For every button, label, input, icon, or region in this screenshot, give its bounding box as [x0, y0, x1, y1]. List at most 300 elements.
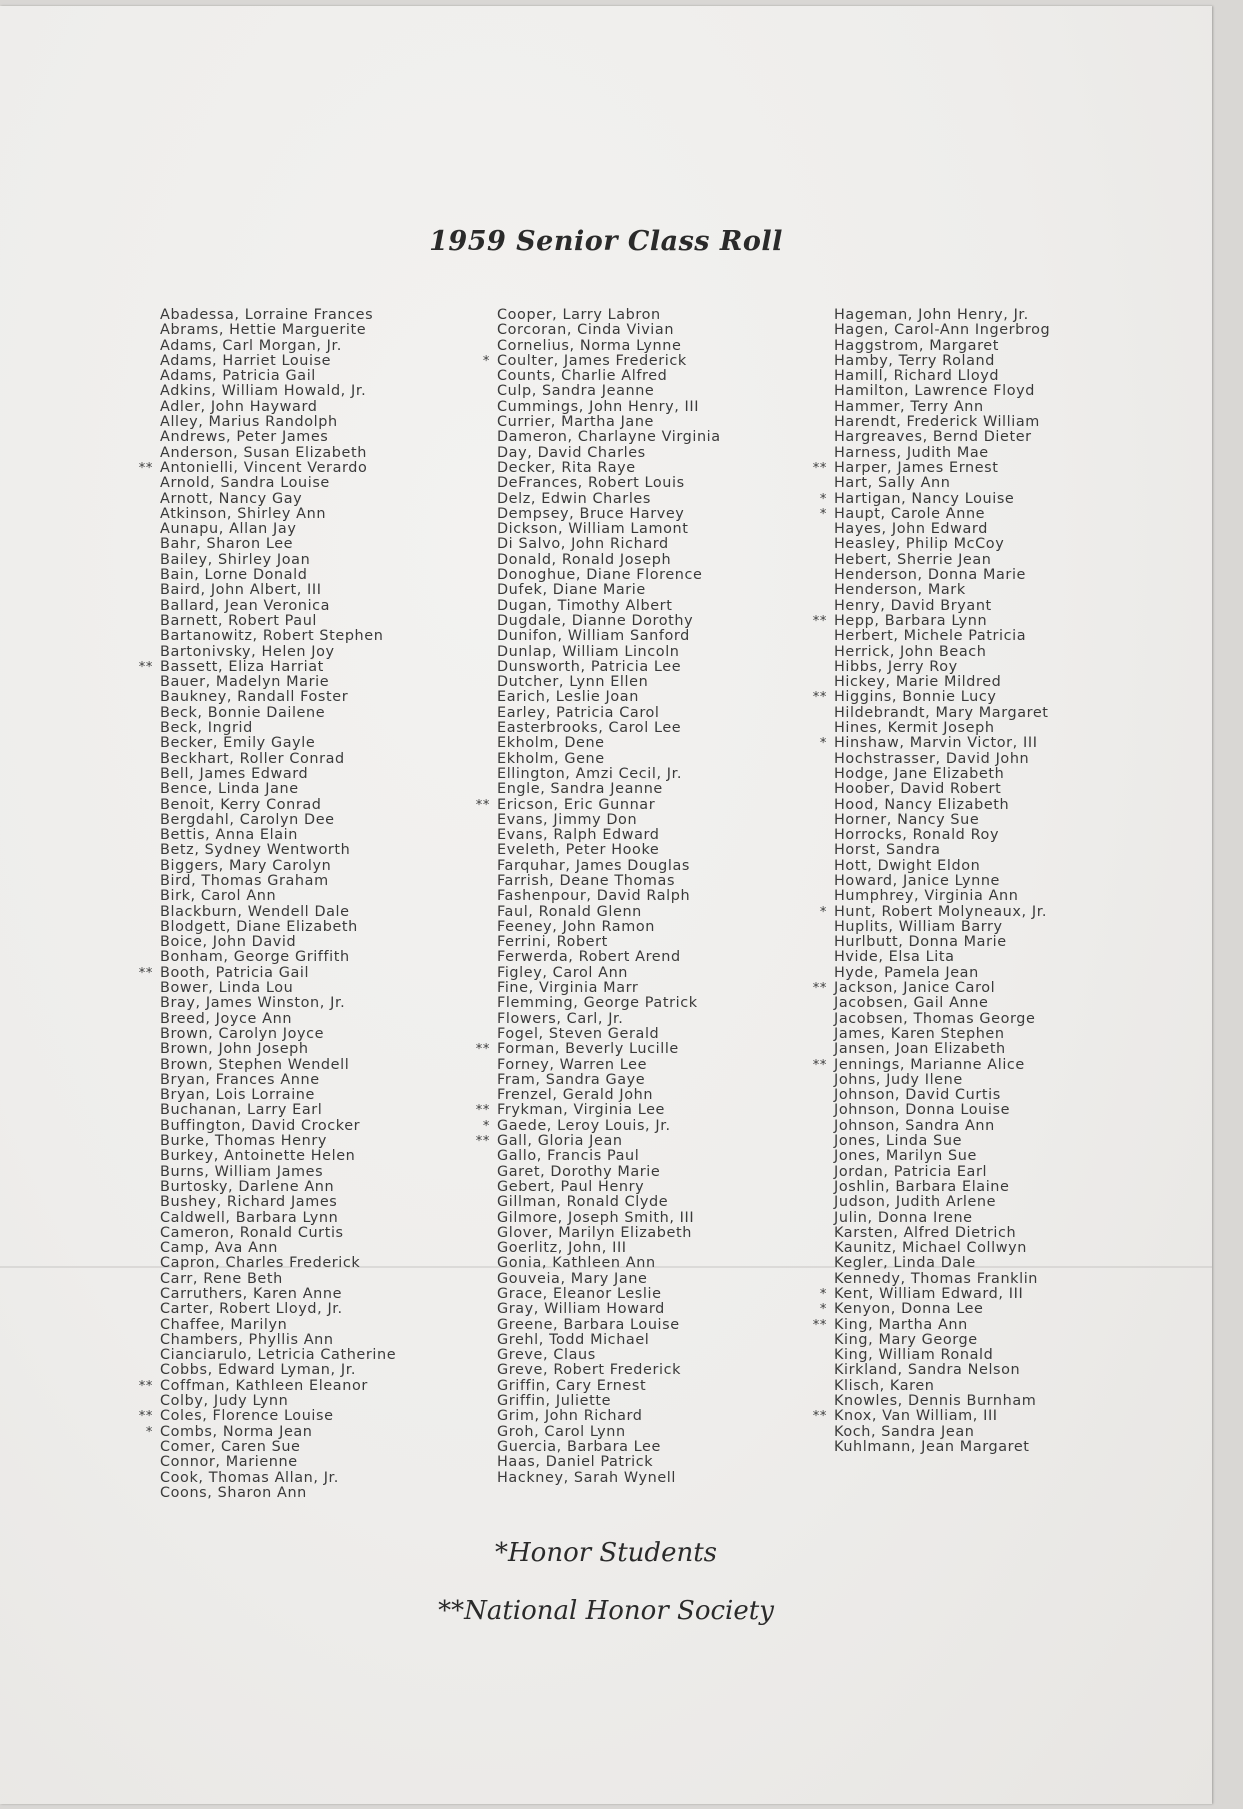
student-name: Jansen, Joan Elizabeth — [834, 1041, 1006, 1058]
student-entry — [160, 859, 396, 874]
student-entry — [160, 629, 396, 644]
student-entry — [834, 767, 1050, 782]
student-entry — [497, 1256, 721, 1271]
student-name: Knox, Van William, III — [834, 1408, 998, 1425]
student-entry — [160, 1272, 396, 1287]
student-entry — [160, 1195, 396, 1210]
student-name: Horner, Nancy Sue — [834, 811, 980, 828]
student-name: Colby, Judy Lynn — [160, 1393, 289, 1410]
student-entry — [497, 384, 721, 399]
student-entry — [497, 752, 721, 767]
student-name: Hamilton, Lawrence Floyd — [834, 383, 1036, 400]
student-name: Dufek, Diane Marie — [497, 582, 646, 599]
student-entry — [497, 721, 721, 736]
student-name: DeFrances, Robert Louis — [497, 475, 685, 492]
student-name: Hildebrandt, Mary Margaret — [834, 704, 1049, 721]
student-name: Hibbs, Jerry Roy — [834, 658, 958, 675]
student-name: Cianciarulo, Letricia Catherine — [160, 1347, 397, 1364]
student-entry — [834, 1226, 1050, 1241]
student-entry — [812, 612, 1050, 629]
student-name: Bain, Lorne Donald — [160, 567, 308, 584]
student-name: Kaunitz, Michael Collwyn — [834, 1240, 1027, 1257]
student-name: Cornelius, Norma Lynne — [497, 337, 682, 354]
student-name: Buchanan, Larry Earl — [160, 1102, 323, 1119]
honor-mark: ** — [812, 690, 827, 706]
student-entry — [160, 1211, 396, 1226]
student-name: Bergdahl, Carolyn Dee — [160, 811, 335, 828]
student-entry — [497, 1149, 721, 1164]
honor-mark: * — [819, 506, 827, 522]
student-entry — [497, 843, 721, 858]
student-entry — [160, 599, 396, 614]
student-entry — [160, 354, 396, 369]
student-entry — [834, 446, 1050, 461]
student-entry — [138, 1377, 396, 1394]
student-entry — [497, 476, 721, 491]
student-name: Dutcher, Lynn Ellen — [497, 674, 649, 691]
student-name: Koch, Sandra Jean — [834, 1423, 975, 1440]
student-entry — [497, 660, 721, 675]
student-name: Earich, Leslie Joan — [497, 689, 639, 706]
student-entry — [160, 1058, 396, 1073]
name-column-2 — [475, 307, 721, 1486]
student-name: Fine, Virginia Marr — [497, 980, 639, 997]
student-name: Burtosky, Darlene Ann — [160, 1178, 335, 1195]
student-name: Gouveia, Mary Jane — [497, 1270, 648, 1287]
student-entry — [160, 476, 396, 491]
student-name: Alley, Marius Randolph — [160, 414, 338, 431]
student-name: Henry, David Bryant — [834, 597, 992, 614]
student-name: Carruthers, Karen Anne — [160, 1286, 343, 1302]
student-entry — [834, 384, 1050, 399]
student-name: Hamby, Terry Roland — [834, 352, 995, 369]
legend-honor-students: *Honor Students — [495, 1538, 717, 1568]
student-entry — [834, 354, 1050, 369]
student-name: Dugdale, Dianne Dorothy — [497, 612, 694, 629]
name-column-3 — [812, 307, 1051, 1455]
student-entry — [497, 1058, 721, 1073]
student-name: Hargreaves, Bernd Dieter — [834, 429, 1032, 446]
student-entry — [475, 796, 721, 813]
student-name: Hartigan, Nancy Louise — [834, 490, 1015, 507]
student-name: Jacobsen, Thomas George — [834, 1010, 1036, 1027]
student-name: Greve, Robert Frederick — [497, 1362, 682, 1379]
student-name: Decker, Rita Raye — [497, 459, 636, 476]
student-entry — [160, 767, 396, 782]
honor-mark: * — [819, 1302, 827, 1318]
student-entry — [160, 843, 396, 858]
student-entry — [834, 537, 1050, 552]
honor-mark: ** — [138, 659, 153, 675]
student-entry — [497, 1027, 721, 1042]
student-name: Hickey, Marie Mildred — [834, 674, 1002, 691]
student-entry — [497, 446, 721, 461]
student-entry — [138, 1408, 396, 1425]
student-entry — [138, 964, 396, 981]
student-entry — [834, 675, 1050, 690]
name-column-1 — [138, 307, 397, 1501]
student-entry — [160, 1134, 396, 1149]
student-name: Farquhar, James Douglas — [497, 857, 690, 874]
student-entry — [497, 583, 721, 598]
honor-mark: ** — [138, 460, 153, 476]
student-name: Judson, Judith Arlene — [834, 1194, 997, 1211]
student-entry — [834, 1333, 1050, 1348]
student-entry — [834, 629, 1050, 644]
student-entry — [834, 476, 1050, 491]
honor-mark: ** — [475, 1134, 490, 1150]
student-entry — [160, 1180, 396, 1195]
student-name: Carr, Rene Beth — [160, 1270, 283, 1287]
student-name: Anderson, Susan Elizabeth — [160, 444, 367, 461]
student-name: Hackney, Sarah Wynell — [497, 1469, 676, 1486]
student-name: Gaede, Leroy Louis, Jr. — [497, 1117, 671, 1134]
student-name: Glover, Marilyn Elizabeth — [497, 1224, 692, 1241]
honor-mark: ** — [475, 1103, 490, 1119]
student-name: Forney, Warren Lee — [497, 1056, 648, 1073]
student-name: Andrews, Peter James — [160, 429, 329, 446]
student-entry — [497, 859, 721, 874]
student-name: Frykman, Virginia Lee — [497, 1102, 666, 1119]
student-entry — [834, 323, 1050, 338]
student-entry — [834, 1394, 1050, 1409]
student-entry — [834, 1103, 1050, 1118]
student-name: Aunapu, Allan Jay — [160, 521, 297, 538]
student-entry — [834, 1088, 1050, 1103]
honor-mark: ** — [812, 460, 827, 476]
student-name: Cook, Thomas Allan, Jr. — [160, 1469, 339, 1486]
student-entry — [497, 950, 721, 965]
student-name: Coles, Florence Louise — [160, 1408, 334, 1425]
student-entry — [160, 721, 396, 736]
student-name: Flemming, George Patrick — [497, 995, 698, 1012]
student-name: Bahr, Sharon Lee — [160, 536, 294, 553]
student-name: Hunt, Robert Molyneaux, Jr. — [834, 903, 1048, 920]
student-name: Evans, Ralph Edward — [497, 827, 660, 844]
student-name: Ferrini, Robert — [497, 934, 608, 951]
student-entry — [834, 1256, 1050, 1271]
student-name: Betz, Sydney Wentworth — [160, 842, 351, 859]
student-name: Farrish, Deane Thomas — [497, 872, 676, 889]
student-entry — [160, 905, 396, 920]
student-name: Dunsworth, Patricia Lee — [497, 658, 682, 675]
student-entry — [497, 599, 721, 614]
student-name: Gebert, Paul Henry — [497, 1178, 645, 1195]
honor-mark: * — [145, 1424, 153, 1440]
student-entry — [160, 1042, 396, 1057]
student-entry — [160, 384, 396, 399]
student-entry — [834, 583, 1050, 598]
student-name: Dempsey, Bruce Harvey — [497, 505, 685, 522]
student-name: Adams, Harriet Louise — [160, 352, 332, 369]
student-entry — [819, 490, 1050, 507]
student-name: Fogel, Steven Gerald — [497, 1025, 660, 1042]
student-entry — [160, 507, 396, 522]
student-name: King, Mary George — [834, 1331, 978, 1348]
student-entry — [160, 874, 396, 889]
student-entry — [160, 1471, 396, 1486]
student-entry — [160, 1394, 396, 1409]
student-entry — [497, 339, 721, 354]
student-name: Adler, John Hayward — [160, 398, 318, 415]
student-name: Day, David Charles — [497, 444, 646, 461]
honor-mark: ** — [812, 1317, 827, 1333]
student-entry — [497, 690, 721, 705]
student-entry — [160, 415, 396, 430]
student-name: Dunifon, William Sanford — [497, 628, 690, 645]
student-name: Hageman, John Henry, Jr. — [834, 307, 1029, 323]
student-name: Heasley, Philip McCoy — [834, 536, 1005, 553]
student-entry — [497, 1272, 721, 1287]
student-name: Goerlitz, John, III — [497, 1240, 627, 1257]
student-name: Engle, Sandra Jeanne — [497, 781, 663, 798]
student-entry — [497, 1379, 721, 1394]
student-name: Beck, Bonnie Dailene — [160, 704, 326, 721]
student-name: Brown, John Joseph — [160, 1041, 309, 1058]
student-name: Kenyon, Donna Lee — [834, 1301, 984, 1318]
student-name: Kennedy, Thomas Franklin — [834, 1270, 1039, 1287]
student-entry — [834, 1195, 1050, 1210]
student-entry — [497, 522, 721, 537]
student-name: Bonham, George Griffith — [160, 949, 350, 966]
student-entry — [160, 1302, 396, 1317]
student-entry — [497, 706, 721, 721]
student-name: Flowers, Carl, Jr. — [497, 1010, 624, 1027]
student-name: Bartonivsky, Helen Joy — [160, 643, 335, 660]
student-name: Hodge, Jane Elizabeth — [834, 765, 1005, 782]
student-entry — [160, 920, 396, 935]
student-entry — [834, 522, 1050, 537]
student-entry — [819, 735, 1050, 752]
student-name: Henderson, Mark — [834, 582, 966, 599]
student-entry — [145, 1423, 396, 1440]
student-name: Hoober, David Robert — [834, 781, 1002, 798]
student-entry — [160, 522, 396, 537]
student-entry — [497, 767, 721, 782]
student-name: Herrick, John Beach — [834, 643, 987, 660]
student-entry — [160, 828, 396, 843]
student-name: Bell, James Edward — [160, 765, 309, 782]
student-entry — [834, 843, 1050, 858]
student-name: Joshlin, Barbara Elaine — [834, 1178, 1010, 1195]
student-entry — [834, 1119, 1050, 1134]
student-entry — [834, 339, 1050, 354]
student-name: Greene, Barbara Louise — [497, 1316, 680, 1333]
student-name: Caldwell, Barbara Lynn — [160, 1209, 339, 1226]
honor-mark: * — [482, 1118, 490, 1134]
student-name: Burns, William James — [160, 1163, 324, 1180]
student-name: Connor, Marienne — [160, 1454, 298, 1471]
student-name: Di Salvo, John Richard — [497, 536, 669, 553]
student-name: Combs, Norma Jean — [160, 1423, 313, 1440]
student-name: Hamill, Richard Lloyd — [834, 368, 1000, 385]
student-name: Fashenpour, David Ralph — [497, 888, 691, 905]
student-name: Johnson, Sandra Ann — [834, 1117, 995, 1134]
student-name: Forman, Beverly Lucille — [497, 1041, 679, 1058]
honor-mark: ** — [138, 1378, 153, 1394]
student-name: Becker, Emily Gayle — [160, 735, 316, 752]
student-name: Evans, Jimmy Don — [497, 811, 638, 828]
student-entry — [160, 675, 396, 690]
student-entry — [497, 1241, 721, 1256]
student-entry — [160, 1012, 396, 1027]
student-name: Antonielli, Vincent Verardo — [160, 459, 368, 476]
student-name: Johnson, David Curtis — [834, 1087, 1001, 1104]
student-entry — [482, 1117, 721, 1134]
student-entry — [497, 828, 721, 843]
student-name: Hagen, Carol-Ann Ingerbrog — [834, 322, 1051, 339]
student-entry — [834, 568, 1050, 583]
student-name: Gall, Gloria Jean — [497, 1133, 623, 1150]
student-name: Griffin, Juliette — [497, 1393, 612, 1410]
student-name: Donoghue, Diane Florence — [497, 567, 703, 584]
student-entry — [497, 1318, 721, 1333]
student-name: Hammer, Terry Ann — [834, 398, 984, 415]
student-entry — [497, 461, 721, 476]
student-name: Hott, Dwight Eldon — [834, 857, 981, 874]
student-entry — [160, 1241, 396, 1256]
student-name: Kirkland, Sandra Nelson — [834, 1362, 1021, 1379]
student-entry — [160, 1455, 396, 1470]
student-entry — [819, 903, 1050, 920]
student-entry — [497, 1012, 721, 1027]
student-entry — [497, 966, 721, 981]
student-entry — [497, 1333, 721, 1348]
student-entry — [812, 980, 1050, 997]
student-name: Feeney, John Ramon — [497, 918, 655, 935]
student-entry — [834, 1241, 1050, 1256]
honor-mark: ** — [138, 1409, 153, 1425]
student-name: Carter, Robert Lloyd, Jr. — [160, 1301, 343, 1318]
student-entry — [160, 798, 396, 813]
student-name: Coons, Sharon Ann — [160, 1484, 307, 1501]
student-entry — [160, 1226, 396, 1241]
student-name: Harper, James Ernest — [834, 459, 999, 476]
student-entry — [497, 553, 721, 568]
student-entry — [834, 721, 1050, 736]
student-name: Fram, Sandra Gaye — [497, 1071, 646, 1088]
student-entry — [160, 889, 396, 904]
student-name: Hepp, Barbara Lynn — [834, 612, 988, 629]
student-name: Cooper, Larry Labron — [497, 307, 661, 323]
student-name: Blodgett, Diane Elizabeth — [160, 918, 358, 935]
student-entry — [834, 798, 1050, 813]
student-entry — [834, 996, 1050, 1011]
student-name: Bartanowitz, Robert Stephen — [160, 628, 384, 645]
student-name: Johnson, Donna Louise — [834, 1102, 1011, 1119]
student-entry — [497, 981, 721, 996]
student-entry — [834, 1348, 1050, 1363]
student-entry — [834, 752, 1050, 767]
student-entry — [834, 1073, 1050, 1088]
student-name: Frenzel, Gerald John — [497, 1087, 654, 1104]
student-name: Harendt, Frederick William — [834, 414, 1040, 431]
student-entry — [160, 1333, 396, 1348]
student-entry — [497, 1211, 721, 1226]
student-name: Gray, William Howard — [497, 1301, 665, 1318]
student-entry — [160, 1440, 396, 1455]
student-name: Grace, Eleanor Leslie — [497, 1286, 662, 1302]
student-name: Haas, Daniel Patrick — [497, 1454, 654, 1471]
student-name: Baukney, Randall Foster — [160, 689, 349, 706]
student-name: Buffington, David Crocker — [160, 1117, 361, 1134]
student-entry — [497, 645, 721, 660]
student-name: Ekholm, Dene — [497, 735, 605, 752]
student-entry — [834, 1272, 1050, 1287]
student-entry — [834, 1042, 1050, 1057]
student-entry — [497, 905, 721, 920]
student-entry — [812, 1316, 1050, 1333]
student-entry — [497, 537, 721, 552]
student-entry — [160, 537, 396, 552]
student-name: King, William Ronald — [834, 1347, 994, 1364]
student-entry — [160, 1149, 396, 1164]
student-entry — [138, 658, 396, 675]
student-name: Faul, Ronald Glenn — [497, 903, 642, 920]
student-name: Benoit, Kerry Conrad — [160, 796, 322, 813]
student-name: Booth, Patricia Gail — [160, 964, 310, 981]
student-entry — [497, 430, 721, 445]
student-entry — [160, 308, 396, 323]
student-entry — [160, 400, 396, 415]
student-entry — [497, 629, 721, 644]
student-entry — [834, 400, 1050, 415]
student-name: Hyde, Pamela Jean — [834, 964, 979, 981]
student-entry — [834, 1379, 1050, 1394]
student-entry — [497, 1440, 721, 1455]
student-entry — [160, 645, 396, 660]
student-entry — [834, 1027, 1050, 1042]
student-entry — [497, 308, 721, 323]
student-name: Hines, Kermit Joseph — [834, 720, 995, 737]
student-entry — [834, 889, 1050, 904]
student-entry — [160, 1256, 396, 1271]
student-name: Griffin, Cary Ernest — [497, 1377, 647, 1394]
student-entry — [475, 1041, 721, 1058]
student-name: Horrocks, Ronald Roy — [834, 827, 1000, 844]
student-name: Abadessa, Lorraine Frances — [160, 307, 374, 323]
honor-mark: * — [482, 353, 490, 369]
student-name: Bird, Thomas Graham — [160, 872, 329, 889]
student-entry — [497, 369, 721, 384]
student-name: Cameron, Ronald Curtis — [160, 1224, 344, 1241]
student-entry — [160, 1088, 396, 1103]
student-entry — [497, 1471, 721, 1486]
legend-national-honor-society: **National Honor Society — [438, 1596, 774, 1626]
honor-mark: ** — [475, 797, 490, 813]
student-entry — [834, 813, 1050, 828]
student-name: Jackson, Janice Carol — [834, 980, 996, 997]
student-name: Comer, Caren Sue — [160, 1438, 301, 1455]
honor-mark: ** — [812, 1409, 827, 1425]
student-name: Dugan, Timothy Albert — [497, 597, 673, 614]
student-entry — [160, 813, 396, 828]
student-entry — [160, 752, 396, 767]
student-name: Dickson, William Lamont — [497, 521, 689, 538]
student-name: Bryan, Lois Lorraine — [160, 1087, 315, 1104]
student-entry — [819, 1301, 1050, 1318]
student-entry — [834, 599, 1050, 614]
student-name: Adams, Carl Morgan, Jr. — [160, 337, 342, 354]
student-name: Burke, Thomas Henry — [160, 1133, 327, 1150]
student-name: Huplits, William Barry — [834, 918, 1003, 935]
student-name: Cummings, John Henry, III — [497, 398, 700, 415]
student-entry — [497, 1455, 721, 1470]
student-name: Birk, Carol Ann — [160, 888, 277, 905]
student-entry — [160, 981, 396, 996]
student-name: Culp, Sandra Jeanne — [497, 383, 655, 400]
honor-mark: ** — [138, 965, 153, 981]
